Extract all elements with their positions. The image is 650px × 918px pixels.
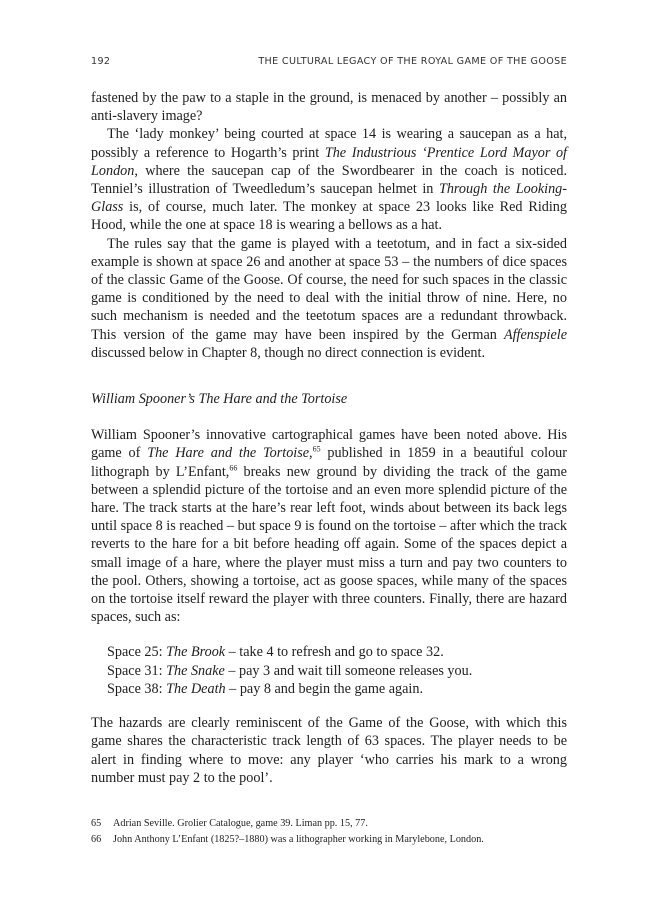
hazard-rules-list	[107, 643, 567, 698]
rule-effect: – pay 3 and wait till someone releases you.	[224, 662, 473, 679]
running-title: THE CULTURAL LEGACY OF THE ROYAL GAME OF THE GOOSE	[258, 56, 567, 67]
footnote-text: Adrian Seville. Grolier Catalogue, game 39. Liman pp. 15, 77.	[113, 818, 368, 829]
italic-title: The Industrious ‘Prentice Lord Mayor of London	[91, 144, 568, 179]
paragraph-spooner	[91, 426, 567, 626]
footnote	[91, 816, 567, 832]
italic-title: Affenspiele	[503, 326, 567, 343]
rule-effect: – take 4 to refresh and go to space 32.	[225, 644, 444, 661]
rule-name: The Snake	[166, 662, 225, 679]
rule-space: Space 25:	[107, 644, 167, 661]
footnote-text: John Anthony L’Enfant (1825?–1880) was a lithographer working in Marylebone, London.	[113, 834, 484, 845]
paragraph-teetotum	[91, 235, 567, 362]
text-run: breaks new ground by dividing the track of the game between a splendid picture of the tortoise and an even more splendid picture of the hare. The track starts at the hare’s rear left foot, winds about between its back legs until space 8 is reached – but space 9 is found on the tortoise – after which the track reverts to the hare for a bit before heading off again. Some of the spaces depict a small image of a hare, where the player must miss a turn and pay two counters to the pool. Others, showing a tortoise, act as goose spaces, while many of the spaces on the tortoise itself reward the player with three counters. Finally, there are hazard spaces, such as:	[91, 463, 567, 626]
rule-name: The Brook	[166, 644, 226, 661]
text-run: The rules say that the game is played with a teetotum, and in fact a six-sided example is shown at space 26 and another at space 53 – the numbers of dice spaces of the classic Game of the Goose. Of course, the need for such spaces in the classic game is conditioned by the need to deal with the initial throw of nine. Here, no such mechanism is needed and the teetotum spaces are a redundant throwback. This version of the game may have been inspired by the German	[91, 235, 567, 343]
text-run: William Spooner’s innovative cartographical games have been noted above. His game of	[91, 427, 567, 462]
rule-effect: – pay 8 and begin the game again.	[225, 680, 424, 697]
rule-name: The Death	[166, 680, 226, 697]
rule-item	[107, 662, 567, 680]
body-text	[91, 89, 567, 787]
footnote-ref-66[interactable]: 66	[229, 462, 238, 472]
paragraph-continued: fastened by the paw to a staple in the ground, is menaced by another – possibly an anti-slavery image?	[91, 90, 567, 125]
footnote-ref-65[interactable]: 65	[312, 444, 321, 454]
rule-item	[107, 643, 567, 661]
text-run: ,	[309, 445, 313, 462]
text-run: The ‘lady monkey’ being courted at space 14 is wearing a saucepan as a hat, possibly a reference to Hogarth’s print	[91, 126, 567, 161]
section-subheading: William Spooner’s The Hare and the Tortoise	[91, 391, 348, 408]
italic-title: Through the Looking-Glass	[91, 181, 567, 216]
text-run: is, of course, much later. The monkey at space 23 looks like Red Riding Hood, while the one at space 18 is wearing a bellows as a hat.	[91, 199, 567, 234]
page-number: 192	[91, 56, 111, 67]
paragraph-hazards: The hazards are clearly reminiscent of the Game of the Goose, with which this game shares the characteristic track length of 63 spaces. The player needs to be alert in finding where to move: any player ‘who carries his mark to a wrong number must pay 2 to the pool’.	[91, 715, 567, 786]
footnotes	[91, 816, 567, 848]
footnote-number: 66	[91, 834, 102, 845]
paragraph-lady-monkey	[91, 125, 567, 234]
text-run: published in 1859 in a beautiful colour lithograph by L’Enfant,	[91, 445, 567, 480]
running-header	[91, 56, 567, 70]
footnote-number: 65	[91, 818, 102, 829]
italic-title: The Hare and the Tortoise	[147, 445, 310, 462]
rule-space: Space 31:	[107, 662, 167, 679]
text-run: , where the saucepan cap of the Swordbearer in the coach is noticed. Tenniel’s illustration of Tweedledum’s saucepan helmet in	[91, 162, 567, 198]
rule-item	[107, 680, 567, 698]
footnote	[91, 832, 567, 848]
rule-space: Space 38:	[107, 680, 167, 697]
text-run: discussed below in Chapter 8, though no direct connection is evident.	[91, 344, 486, 361]
